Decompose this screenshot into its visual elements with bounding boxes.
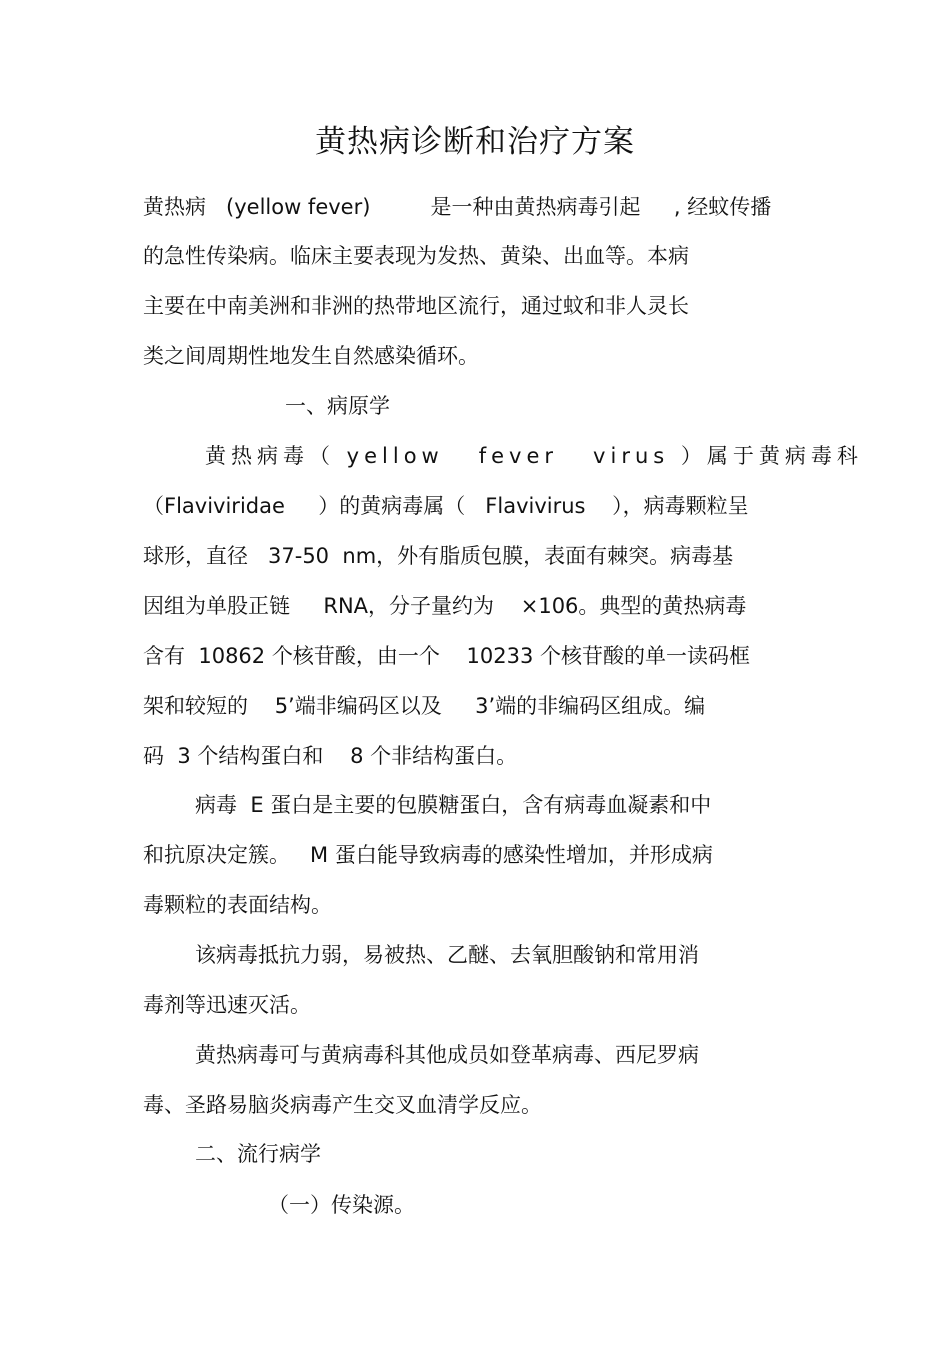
paragraph-virus-line-2: （Flaviviridae ）的黄病毒属（ Flavivirus ），病毒颗粒呈 <box>143 494 749 518</box>
paragraph-virus-line-3: 球形，直径 37-50 nm，外有脂质包膜，表面有棘突。病毒基 <box>143 544 734 568</box>
paragraph-virus-line-4: 因组为单股正链 RNA，分子量约为 ×106。典型的黄热病毒 <box>143 594 747 618</box>
paragraph-resistance-line-1: 该病毒抵抗力弱，易被热、乙醚、去氧胆酸钠和常用消 <box>195 943 699 967</box>
subsection-heading-infection-source: （一）传染源。 <box>268 1193 415 1217</box>
paragraph-intro-line-4: 类之间周期性地发生自然感染循环。 <box>143 344 479 368</box>
paragraph-intro-line-2: 的急性传染病。临床主要表现为发热、黄染、出血等。本病 <box>143 244 689 268</box>
section-heading-epidemiology: 二、流行病学 <box>195 1142 321 1166</box>
paragraph-resistance-line-2: 毒剂等迅速灭活。 <box>143 993 311 1017</box>
paragraph-crossreaction-line-1: 黄热病毒可与黄病毒科其他成员如登革病毒、西尼罗病 <box>195 1043 699 1067</box>
paragraph-protein-line-1: 病毒 E 蛋白是主要的包膜糖蛋白，含有病毒血凝素和中 <box>195 793 712 817</box>
paragraph-intro-line-1: 黄热病 (yellow fever) 是一种由黄热病毒引起 , 经蚊传播 <box>143 195 772 219</box>
document-title: 黄热病诊断和治疗方案 <box>315 124 635 160</box>
section-heading-pathogen: 一、病原学 <box>285 394 390 418</box>
paragraph-virus-line-6: 架和较短的 5’端非编码区以及 3’端的非编码区组成。编 <box>143 694 706 718</box>
paragraph-protein-line-2: 和抗原决定簇。 M 蛋白能导致病毒的感染性增加，并形成病 <box>143 843 713 867</box>
paragraph-protein-line-3: 毒颗粒的表面结构。 <box>143 893 332 917</box>
paragraph-virus-line-5: 含有 10862 个核苷酸，由一个 10233 个核苷酸的单一读码框 <box>143 644 751 668</box>
paragraph-intro-line-3: 主要在中南美洲和非洲的热带地区流行，通过蚊和非人灵长 <box>143 294 689 318</box>
paragraph-crossreaction-line-2: 毒、圣路易脑炎病毒产生交叉血清学反应。 <box>143 1093 542 1117</box>
paragraph-virus-line-1: 黄热病毒（ yellow fever virus ）属于黄病毒科 <box>205 444 863 468</box>
paragraph-virus-line-7: 码 3 个结构蛋白和 8 个非结构蛋白。 <box>143 744 518 768</box>
